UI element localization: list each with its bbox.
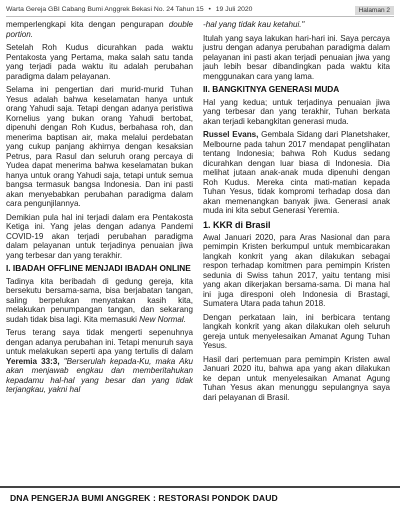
paragraph: Demikian pula hal ini terjadi dalam era Pentakosta Ketiga ini. Yang jelas dengan adanya Pandemi COVID-19 akan terjadi perubahan paradigma dalam pelayanan untuk terjadinya penuaian jiwa yang terbesar dan yang terakhir. xyxy=(6,212,193,260)
subsection-heading: 1. KKR di Brasil xyxy=(203,219,271,230)
paragraph xyxy=(203,130,390,216)
paragraph: Selama ini pengertian dari murid-murid Tuhan Yesus adalah bahwa keselamatan hanya untuk orang Yahudi saja. Tetapi dengan adanya peristiwa Kornelius yang bukan orang Yahudi bertobat, dipenuhi dengan Roh Kudus, berbahasa roh, dan menerima baptisan air, maka melalui perdebatan yang cukup panjang akhirnya dengan kesaksian Petrus, para Rasul dan seluruh orang percaya di Yudea dapat menerima bahwa keselamatan bukan hanya untuk orang Yahudi saja, tetapi untuk semua bangsa termasuk bangsa Indonesia. Dan ini pasti akan menyebabkan perubahan paradigma dalam cara pengunjilannya. xyxy=(6,85,193,208)
page-header xyxy=(6,4,394,17)
issue-date: 19 Juli 2020 xyxy=(215,6,253,13)
scripture-quote-continued: -hal yang tidak kau ketahui." xyxy=(203,20,305,29)
section-heading: I. IBADAH OFFLINE MENJADI IBADAH ONLINE xyxy=(6,263,191,273)
paragraph xyxy=(6,328,193,395)
italic-text: New Normal. xyxy=(139,314,186,324)
paragraph xyxy=(6,20,193,39)
paragraph: Hal yang kedua; untuk terjadinya penuaian jiwa yang terbesar dan yang terakhir, Tuhan berkata akan terjadi kebangkitan generasi muda. xyxy=(203,97,390,126)
section-heading: II. BANGKITNYA GENERASI MUDA xyxy=(203,84,340,94)
person-name: Russel Evans, xyxy=(203,130,259,140)
scripture-quote: "Berserulah kepada-Ku, maka Aku akan menjawab engkau dan memberitahukan kepadamu hal-hal yang besar dan yang tidak terjangkau, yakni hal xyxy=(6,356,193,395)
paragraph-text: Tadinya kita beribadah di gedung gereja, kita bersekutu bersama-sama, bisa berjabatan tangan, saling berpelukan menyatakan kasih kita, melakukan penumpangan tangan, dan sekarang sudah tidak bisa lagi. Kita memasuki xyxy=(6,276,193,324)
scripture-reference: Yeremia 33:3, xyxy=(6,356,60,366)
paragraph: Setelah Roh Kudus dicurahkan pada waktu Pentakosta yang Pertama, maka salah satu tanda yang terjadi pada waktu itu adalah perubahan paradigma dalam pelayanan. xyxy=(6,43,193,81)
paragraph xyxy=(6,277,193,325)
right-column xyxy=(203,20,390,480)
paragraph-text: Terus terang saya tidak mengerti sepenuhnya dengan adanya perubahan ini. Tetapi menuruh saya untuk melakukan seperti apa yang tertulis di dalam xyxy=(6,328,193,357)
italic-text: double portion. xyxy=(6,20,193,39)
paragraph-text: memperlengkapi kita dengan pengurapan xyxy=(6,20,164,29)
paragraph-text: Gembala Sidang dari Planetshaker, Melbourne pada tahun 2017 mendapat penglihatan tentang Indonesia; bahwa Roh Kudus sedang dicurahkan dengan luar biasa di Indonesia. Dia melihat jutaan anak-anak muda dipenuhi dengan Roh Kudus. Mereka cinta mati-matian kepada Tuhan Yesus, tidak kompromi terhadap dosa dan akan memenangkan banyak jiwa. Generasi anak muda ini kita sebut Generasi Yeremia. xyxy=(203,130,390,216)
paragraph: Hasil dari pertemuan para pemimpin Kristen awal Januari 2020 itu, bahwa apa yang akan dilakukan ke depan untuk menyelesaikan Amanat Agung Tuhan Yesus akan menunggu sepulangnya saya dari pelayanan di Brasil. xyxy=(203,354,390,402)
left-column xyxy=(6,20,193,480)
paragraph: Dengan perkataan lain, ini berbicara tentang langkah konkrit yang akan dilakukan oleh seluruh gereja untuk menyelesaikan Amanat Agung Tuhan Yesus. xyxy=(203,312,390,351)
publication-name: Warta Gereja GBI Cabang Bumi Anggrek Bekasi No. 24 Tahun 15 xyxy=(6,6,204,13)
paragraph: Itulah yang saya lakukan hari-hari ini. Saya percaya justru dengan adanya perubahan paradigma dalam pelayanan ini pasti akan terjadi penuaian jiwa yang jauh lebih besar dibandingkan pada waktu kita menggunakan cara yang lama. xyxy=(203,33,390,81)
page-footer xyxy=(0,486,400,510)
footer-motto: DNA PENGERJA BUMI ANGGREK : RESTORASI PONDOK DAUD xyxy=(10,493,278,503)
paragraph: Awal Januari 2020, para Aras Nasional dan para pemimpin Kristen berkumpul untuk membicarakan langkah konkrit yang akan dilakukan sebagai respon terhadap komitmen para pemimpin Kristen sedunia di Swiss tahun 2017, yaitu tentang misi yang akan dikerjakan bersama-sama. Di mana hal ini juga diresponi oleh Indonesia di Brastagi, Sumatera Utara pada tahun 2018. xyxy=(203,232,390,309)
page-number-badge: Halaman 2 xyxy=(355,6,394,15)
header-separator: • xyxy=(208,6,211,13)
header-info xyxy=(6,4,252,16)
